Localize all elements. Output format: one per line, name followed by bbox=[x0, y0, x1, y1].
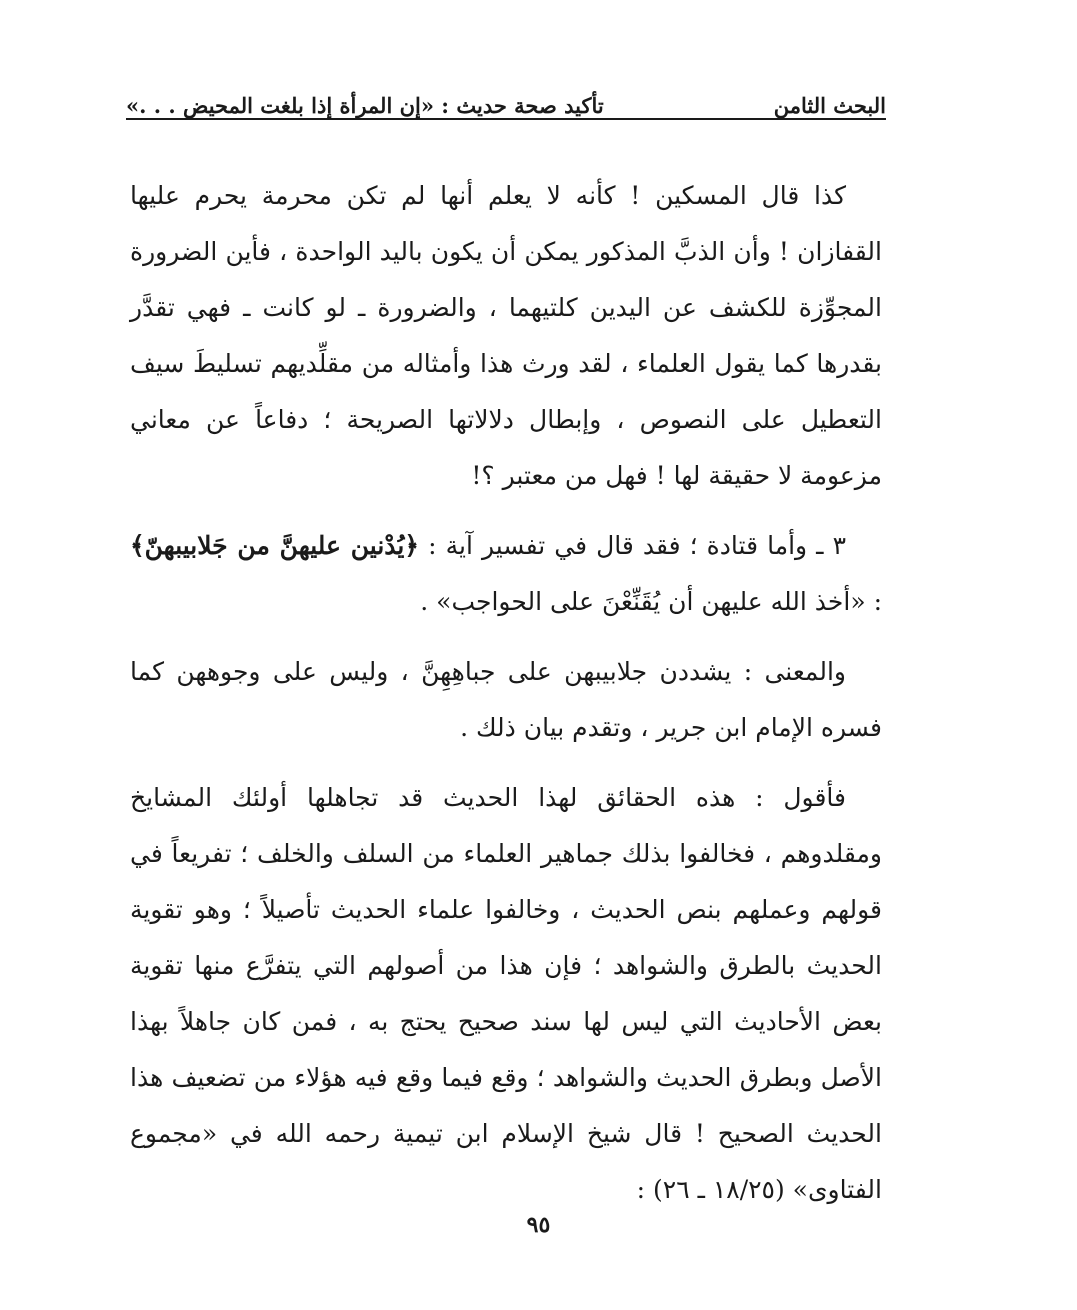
header-section-title: البحث الثامن bbox=[773, 93, 886, 118]
running-header bbox=[126, 78, 886, 118]
header-chapter-title: تأكيد صحة حديث : «إن المرأة إذا بلغت المحيض . . .» bbox=[126, 93, 604, 118]
paragraph-4: فأقول : هذه الحقائق لهذا الحديث قد تجاهلها أولئك المشايخ ومقلدوهم ، فخالفوا بذلك جماهير العلماء من السلف والخلف ؛ تفريعاً في قولهم وعملهم بنص الحديث ، وخالفوا علماء الحديث تأصيلاً ؛ وهو تقوية الحديث بالطرق والشواهد ؛ فإن هذا من أصولهم التي يتفرَّع منها تقوية بعض الأحاديث التي ليس لها سند صحيح يحتج به ، فمن كان جاهلاً بهذا الأصل وبطرق الحديث والشواهد ؛ وقع فيما وقع فيه هؤلاء من تضعيف هذا الحديث الصحيح ! قال شيخ الإسلام ابن تيمية رحمه الله في «مجموع الفتاوى» (١٨/٢٥ ـ ٢٦) : bbox=[130, 783, 882, 1204]
paragraph-2 bbox=[130, 518, 882, 630]
header-rule bbox=[126, 118, 886, 120]
paragraph-2-rest: : «أخذ الله عليهن أن يُقَنِّعْنَ على الحواجب» . bbox=[420, 587, 882, 616]
quran-verse: ﴿يُدْنين عليهنَّ من جَلابيبهنّ﴾ bbox=[130, 531, 420, 560]
page-number: ٩٥ bbox=[526, 1212, 551, 1238]
paragraph-1: كذا قال المسكين ! كأنه لا يعلم أنها لم تكن محرمة يحرم عليها القفازان ! وأن الذبَّ المذكور يمكن أن يكون باليد الواحدة ، فأين الضرورة المجوِّزة للكشف عن اليدين كلتيهما ، والضرورة ـ لو كانت ـ فهي تقدَّر بقدرها كما يقول العلماء ، لقد ورث هذا وأمثاله من مقلِّديهم تسليطَ سيف التعطيل على النصوص ، وإبطال دلالاتها الصريحة ؛ دفاعاً عن معاني مزعومة لا حقيقة لها ! فهل من معتبر ؟! bbox=[130, 181, 882, 490]
main-text bbox=[130, 168, 882, 1218]
paragraph-3: والمعنى : يشددن جلابيبهن على جباهِهِنَّ ، وليس على وجوههن كما فسره الإمام ابن جرير ، وتقدم بيان ذلك . bbox=[130, 657, 882, 742]
paragraph-2-intro: ٣ ـ وأما قتادة ؛ فقد قال في تفسير آية : bbox=[428, 531, 846, 560]
